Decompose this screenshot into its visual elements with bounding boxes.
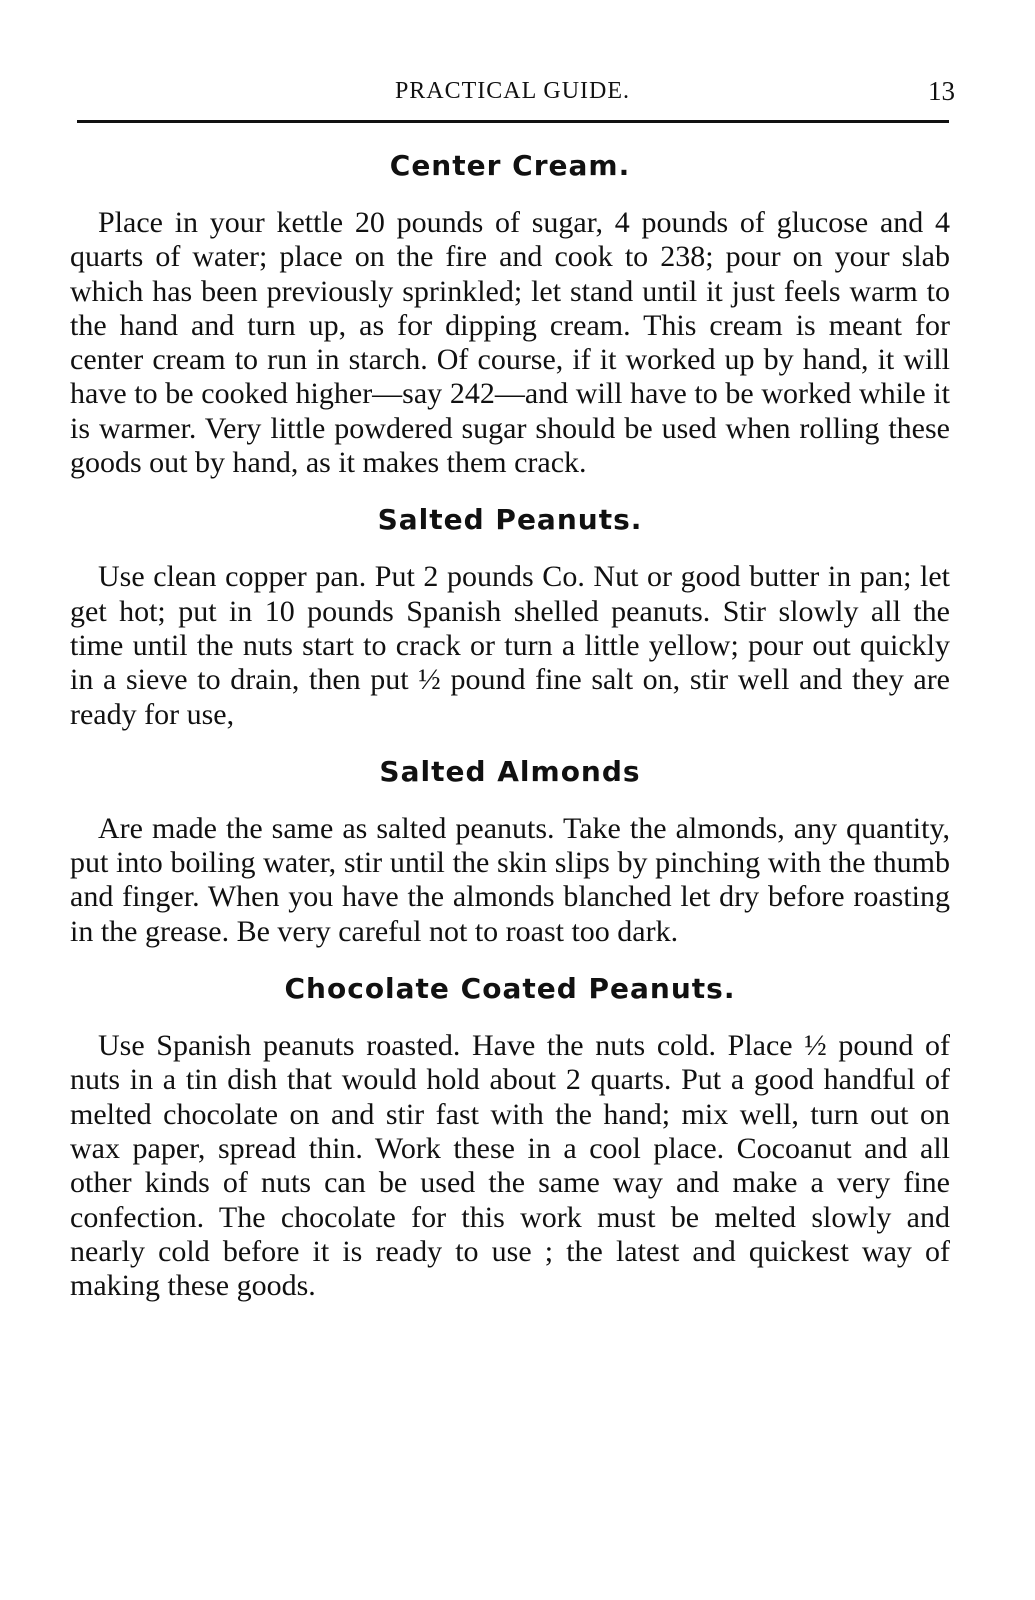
- heading-chocolate-coated-peanuts: Chocolate Coated Peanuts.: [284, 972, 736, 1006]
- paragraph-salted-almonds: Are made the same as salted peanuts. Take the almonds, any quantity, put into boiling water, stir until the skin slips by pinching with the thumb and finger. When you have the almonds blanched let dry before roasting in the grease. Be very careful not to roast too dark.: [70, 811, 950, 948]
- heading-salted-peanuts: Salted Peanuts.: [377, 503, 643, 537]
- heading-center-cream: Center Cream.: [389, 149, 631, 182]
- header-rule: [77, 120, 949, 123]
- running-head: [70, 74, 955, 108]
- running-title: PRACTICAL GUIDE.: [394, 78, 631, 104]
- paragraph-center-cream: Place in your kettle 20 pounds of sugar, 4 pounds of glucose and 4 quarts of water; place on the fire and cook to 238; pour on your slab which has been previously sprinkled; let stand until it just feels warm to the hand and turn up, as for dipping cream. This cream is meant for center cream to run in starch. Of course, if it worked up by hand, it will have to be cooked higher—say 242—and will have to be worked while it is warmer. Very little powdered sugar should be used when rolling these goods out by hand, as it makes them crack.: [70, 206, 950, 480]
- paragraph-salted-peanuts: Use clean copper pan. Put 2 pounds Co. Nut or good butter in pan; let get hot; put in 10 pounds Spanish shelled peanuts. Stir slowly all the time until the nuts start to crack or turn a little yellow; pour out quickly in a sieve to drain, then put ½ pound fine salt on, stir well and they are ready for use,: [70, 560, 950, 731]
- page-body: [70, 144, 950, 1303]
- paragraph-chocolate-coated-peanuts: Use Spanish peanuts roasted. Have the nuts cold. Place ½ pound of nuts in a tin dish that would hold about 2 quarts. Put a good handful of melted chocolate on and stir fast with the hand; mix well, turn out on wax paper, spread thin. Work these in a cool place. Cocoanut and all other kinds of nuts can be used the same way and make a very fine confection. The chocolate for this work must be melted slowly and nearly cold before it is ready to use ; the latest and quickest way of making these goods.: [70, 1029, 950, 1303]
- page-number: 13: [928, 76, 955, 106]
- heading-salted-almonds: Salted Almonds: [379, 754, 641, 788]
